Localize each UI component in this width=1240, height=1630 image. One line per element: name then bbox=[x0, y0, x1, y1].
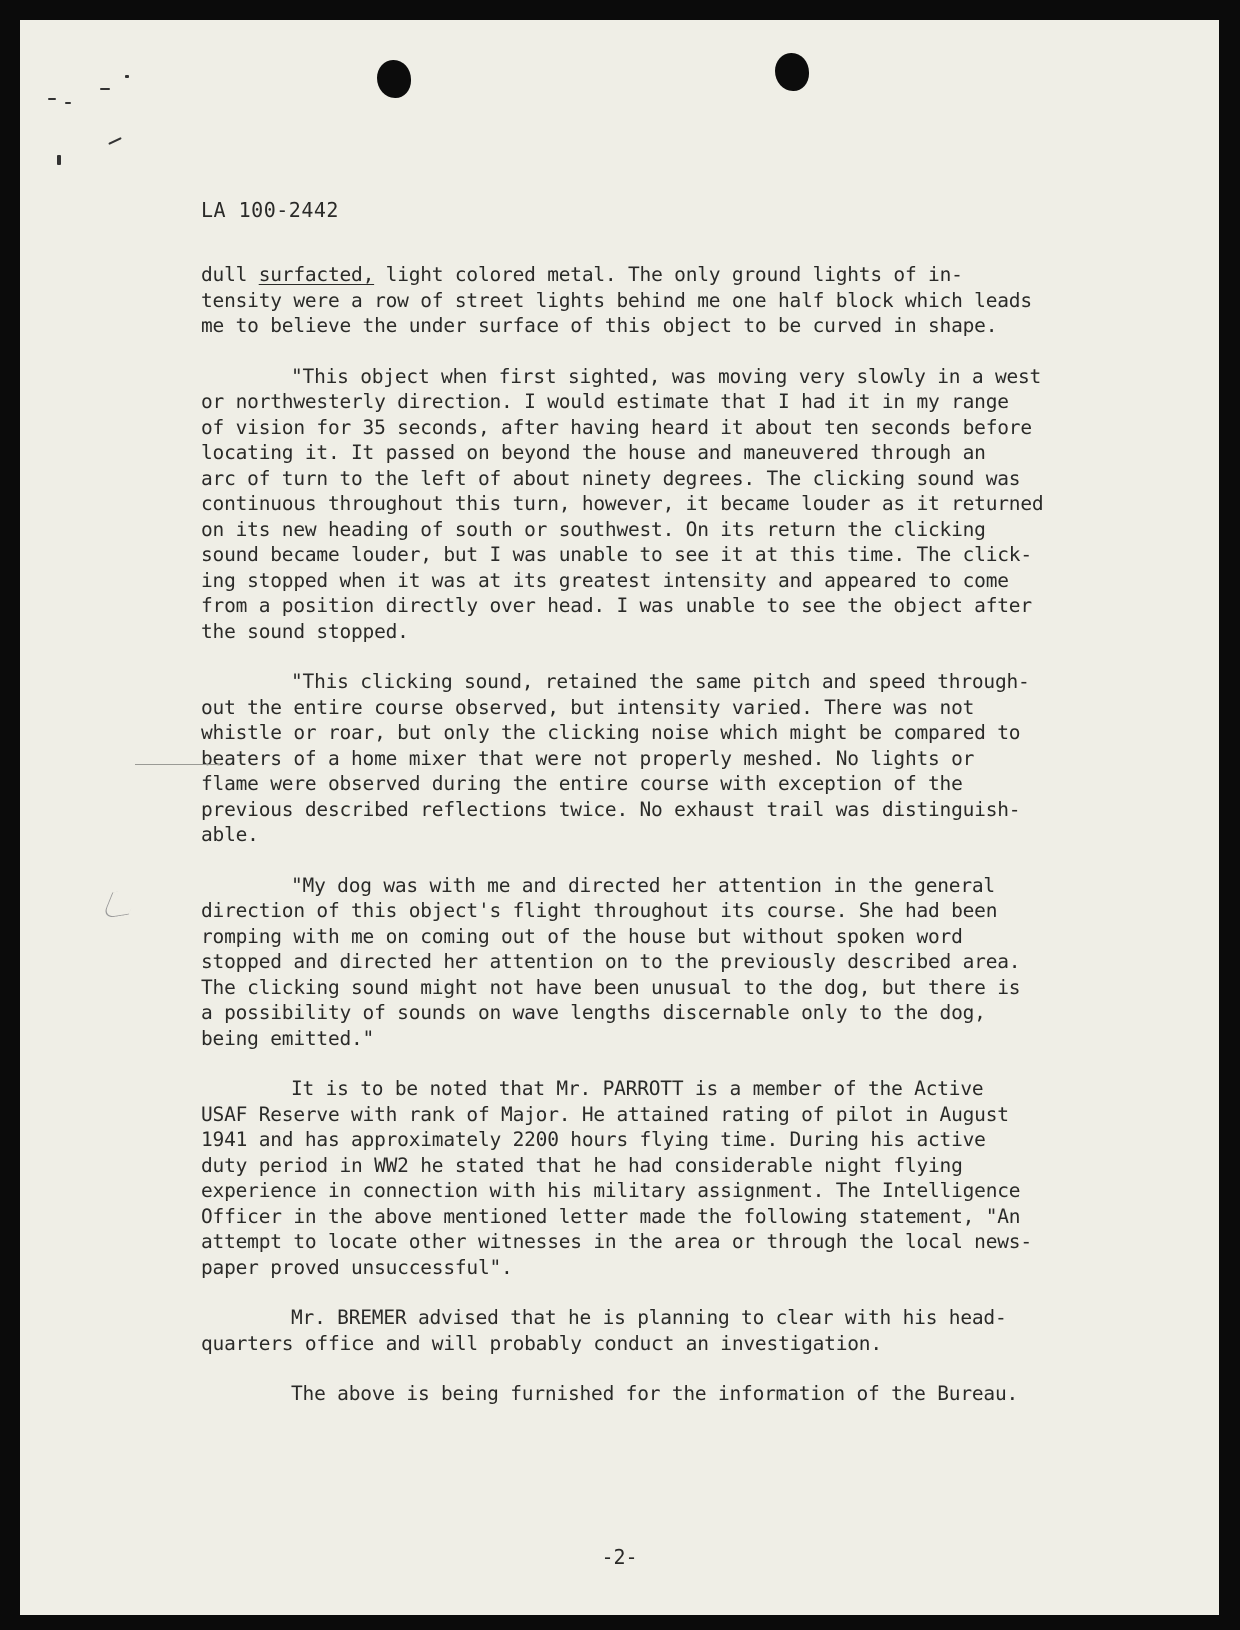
pencil-line bbox=[135, 764, 220, 765]
text-line: "My dog was with me and directed her attention in the general bbox=[291, 873, 995, 897]
text-line: tensity were a row of street lights behind me one half block which leads bbox=[201, 288, 1032, 312]
text-line: sound became louder, but I was unable to see it at this time. The click- bbox=[201, 543, 1032, 566]
text-line: paper proved unsuccessful". bbox=[201, 1255, 513, 1279]
text-line: flame were observed during the entire course with exception of the bbox=[201, 772, 963, 795]
speck bbox=[100, 88, 110, 90]
document-page bbox=[20, 20, 1219, 1615]
text-line: The clicking sound might not have been unusual to the dog, but there is bbox=[201, 975, 1021, 999]
speck bbox=[48, 98, 56, 100]
paragraph-gap bbox=[201, 1051, 1151, 1076]
punch-hole-left bbox=[377, 60, 411, 98]
text-line: Officer in the above mentioned letter made the following statement, "An bbox=[201, 1204, 1021, 1228]
text-line: ing stopped when it was at its greatest intensity and appeared to come bbox=[201, 568, 1009, 592]
paragraph-gap bbox=[201, 339, 1151, 364]
file-number: LA 100-2442 bbox=[201, 198, 339, 222]
text-line: being emitted." bbox=[201, 1026, 375, 1050]
text-line: or northwesterly direction. I would estimate that I had it in my range bbox=[201, 390, 1009, 413]
text-line: 1941 and has approximately 2200 hours flying time. During his active bbox=[201, 1128, 986, 1151]
paragraph bbox=[201, 1305, 1151, 1356]
text-line: romping with me on coming out of the house but without spoken word bbox=[201, 924, 963, 948]
text-line: out the entire course observed, but intensity varied. There was not bbox=[201, 695, 975, 719]
text-line: It is to be noted that Mr. PARROTT is a member of the Active bbox=[291, 1077, 984, 1100]
text-line: on its new heading of south or southwest. On its return the clicking bbox=[201, 517, 986, 541]
paragraph bbox=[201, 364, 1151, 645]
text-line: able. bbox=[201, 823, 259, 846]
text-line: previous described reflections twice. No exhaust trail was distinguish- bbox=[201, 797, 1021, 821]
paragraph-gap bbox=[201, 1280, 1151, 1305]
text-line: attempt to locate other witnesses in the area or through the local news- bbox=[201, 1230, 1032, 1253]
text-line: quarters office and will probably conduct an investigation. bbox=[201, 1331, 882, 1355]
text-line: a possibility of sounds on wave lengths discernable only to the dog, bbox=[201, 1001, 986, 1024]
text-line: the sound stopped. bbox=[201, 619, 409, 643]
text-line: "This object when first sighted, was moving very slowly in a west bbox=[291, 364, 1042, 388]
speck bbox=[125, 75, 129, 78]
text-line: whistle or roar, but only the clicking noise which might be compared to bbox=[201, 721, 1021, 744]
paragraph-gap bbox=[201, 848, 1151, 873]
text-line: from a position directly over head. I was unable to see the object after bbox=[201, 594, 1032, 617]
underlined-word: surfacted, bbox=[258, 263, 375, 286]
text-line: continuous throughout this turn, however, it became louder as it returned bbox=[201, 492, 1044, 515]
pencil-check-mark bbox=[102, 888, 140, 919]
text-line: locating it. It passed on beyond the house and maneuvered through an bbox=[201, 441, 986, 464]
text-line: Mr. BREMER advised that he is planning to clear with his head- bbox=[291, 1306, 1007, 1329]
speck bbox=[65, 102, 71, 104]
paragraph bbox=[201, 1381, 1151, 1407]
text-line: experience in connection with his military assignment. The Intelligence bbox=[201, 1179, 1021, 1202]
punch-hole-right bbox=[775, 53, 809, 91]
text-line: dull surfacted, light colored metal. The only ground lights of in- bbox=[201, 263, 963, 286]
text-line: USAF Reserve with rank of Major. He attained rating of pilot in August bbox=[201, 1102, 1009, 1126]
document-body bbox=[201, 262, 1151, 1407]
paragraph-gap bbox=[201, 1356, 1151, 1381]
text-line: direction of this object's flight throughout its course. She had been bbox=[201, 899, 998, 922]
text-line: of vision for 35 seconds, after having heard it about ten seconds before bbox=[201, 415, 1032, 439]
text-line: The above is being furnished for the information of the Bureau. bbox=[291, 1382, 1019, 1405]
text-line: "This clicking sound, retained the same pitch and speed through- bbox=[291, 670, 1030, 693]
speck bbox=[57, 155, 61, 165]
text-line: stopped and directed her attention on to the previously described area. bbox=[201, 950, 1021, 973]
text-line: duty period in WW2 he stated that he had considerable night flying bbox=[201, 1153, 963, 1177]
text-line: arc of turn to the left of about ninety degrees. The clicking sound was bbox=[201, 466, 1021, 490]
paragraph bbox=[201, 873, 1151, 1052]
text-line: me to believe the under surface of this object to be curved in shape. bbox=[201, 314, 998, 337]
paragraph bbox=[201, 669, 1151, 848]
paragraph bbox=[201, 262, 1151, 339]
paragraph-gap bbox=[201, 644, 1151, 669]
paragraph bbox=[201, 1076, 1151, 1280]
speck bbox=[108, 137, 122, 145]
page-number: -2- bbox=[601, 1545, 638, 1569]
text-line: beaters of a home mixer that were not properly meshed. No lights or bbox=[201, 746, 975, 770]
